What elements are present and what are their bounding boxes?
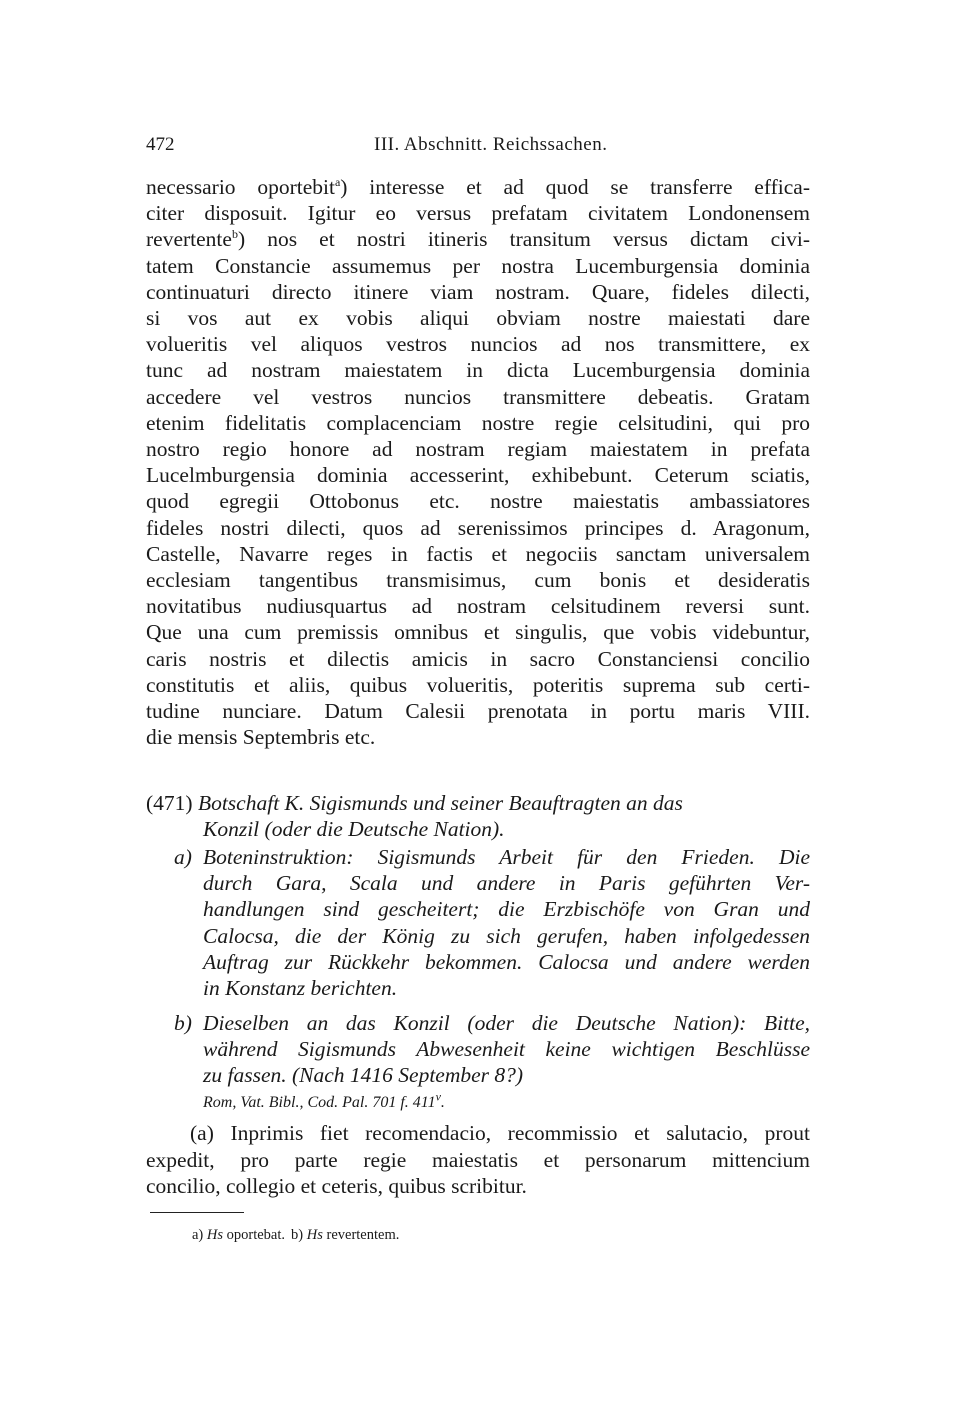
subentry-b-line: während Sigismunds Abwesenheit keine wichtigen Beschlüsse [203,1037,810,1062]
source-citation: Rom, Vat. Bibl., Cod. Pal. 701 f. 411$^v$. [203,1089,445,1111]
subentry-b-line: b) Dieselben an das Konzil (oder die Deutsche Nation): Bitte, [174,1011,810,1035]
body-line: tudine nunciare. Datum Calesii prenotata in portu maris VIII. [146,699,810,724]
body-line: quod egregii Ottobonus etc. nostre maiestatis ambassiatores [146,489,810,514]
body-line: tatem Constancie assumemus per nostra Lucemburgensia dominia [146,253,810,278]
footnote-rule [150,1212,244,1213]
body-line: novitatibus nudiusquartus ad nostram celsitudinem reversi sunt. [146,594,810,619]
page-header [146,131,812,159]
body-line: citer disposuit. Igitur eo versus prefatam civitatem Londonensem [146,201,810,226]
page-number: 472 [146,134,175,155]
folio-verso-marker: v [435,1089,441,1104]
body-line: tunc ad nostram maiestatem in dicta Lucemburgensia dominia [146,358,810,383]
subentry-a-line: in Konstanz berichten. [203,976,398,1001]
footnotes [192,1226,405,1244]
body-line: necessario oportebit$^a$) interesse et ad quod se transferre effica- [146,174,810,199]
body-line: Lucelmburgensia dominia accesserint, exhibebunt. Ceterum sciatis, [146,463,810,488]
body-line: fideles nostri dilecti, quos ad serenissimos principes d. Aragonum, [146,515,810,540]
main-text [146,174,810,750]
entry-heading-471 [146,790,810,842]
instruction-line: (a) Inprimis fiet recomendacio, recommissio et salutacio, prout [190,1121,810,1145]
entry-number: (471) [146,791,193,815]
instruction-line: concilio, collegio et ceteris, quibus scribitur. [146,1174,527,1198]
body-line: continuaturi directo itinere viam nostram. Quare, fideles dilecti, [146,279,810,304]
footnote-marker: b [231,227,238,242]
subentry-a-line: a) Boteninstruktion: Sigismunds Arbeit für den Frieden. Die [174,845,810,869]
body-line: ecclesiam tangentibus transmisimus, cum bonis et desideratis [146,568,810,593]
body-line: die mensis Septembris etc. [146,725,376,750]
subentry-a-line: handlungen sind gescheitert; die Erzbischöfe von Gran und [203,897,810,922]
subentry-a-line: durch Gara, Scala und andere in Paris geführten Ver- [203,871,810,896]
body-line: nostro regio honore ad nostram regiam maiestatem in prefata [146,437,810,462]
running-title: III. Abschnitt. Reichssachen. [374,134,608,155]
instruction-line: expedit, pro parte regie maiestatis et personarum mittencium [146,1147,810,1172]
footnote-b: b) Hs revertentem. [291,1227,400,1243]
footnote-marker: a [334,174,341,189]
subentry-b-line: zu fassen. (Nach 1416 September 8?) [203,1063,524,1088]
subentry-b [174,1010,810,1089]
body-line: etenim fidelitatis complacenciam nostre regie celsitudini, qui pro [146,410,810,435]
body-line: revertente$^b$) nos et nostri itineris transitum versus dictam civi- [146,227,810,252]
body-line: caris nostris et dilectis amicis in sacro Constanciensi concilio [146,646,810,671]
instruction-paragraph [146,1120,810,1200]
entry-title-line-1: Botschaft K. Sigismunds und seiner Beauftragten an das [197,791,683,815]
subentry-a-line: Auftrag zur Rückkehr bekommen. Calocsa und andere werden [203,949,810,974]
subentry-a [174,844,810,1001]
body-line: volueritis vel aliquos vestros nuncios ad nos transmittere, ex [146,332,810,357]
body-line: constitutis et aliis, quibus volueritis, poteritis suprema sub certi- [146,672,810,697]
subentry-a-line: Calocsa, die der König zu sich gerufen, haben infolgedessen [203,923,810,948]
body-line: Que una cum premissis omnibus et singulis, que vobis videbuntur, [146,620,810,645]
entry-title-line-2: Konzil (oder die Deutsche Nation). [203,817,505,842]
body-line: si vos aut ex vobis aliqui obviam nostre maiestati dare [146,306,810,331]
footnote-a: a) Hs oportebat. [192,1227,286,1243]
body-line: accedere vel vestros nuncios transmittere debeatis. Gratam [146,384,810,409]
subentry-a-label: a) [174,845,192,869]
subentry-b-label: b) [174,1011,192,1035]
body-line: Castelle, Navarre reges in factis et negociis sanctam universalem [146,541,810,566]
